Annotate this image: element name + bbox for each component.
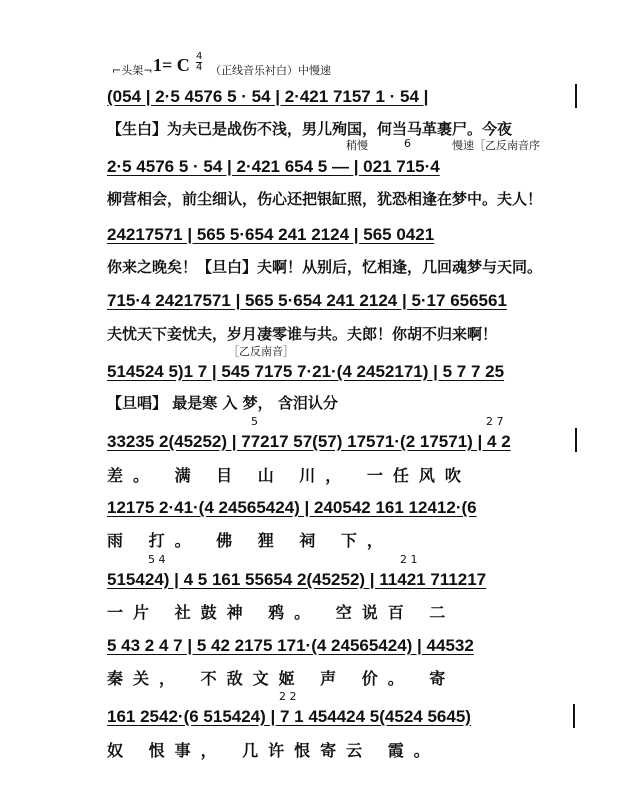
notation-row-1: (054 | 2·5 4576 5 · 54 | 2·421 7157 1 · 54 |	[107, 87, 429, 106]
notation-row-7: 12175 2·41·(4 24565424) | 240542 161 12412·(6	[107, 498, 477, 517]
notation-row-9: 5 43 2 4 7 | 5 42 2175 171·(4 24565424) | 44532	[107, 636, 474, 655]
lyric-row-7: 雨 打。 佛 狸 祠 下，	[107, 531, 393, 550]
time-denominator: 4	[196, 62, 203, 73]
grace-note-mark: 6	[404, 137, 411, 150]
barline-end-10	[573, 704, 575, 728]
lyric-row-3: 你来之晚矣！【旦白】夫啊！从别后，忆相逢，几回魂梦与天同。	[107, 258, 543, 276]
lyric-row-1: 【生白】为夫已是战伤不浅，男儿殉国，何当马革裹尸。今夜	[107, 120, 513, 138]
grace-note-mark-5: 2 1	[400, 553, 418, 566]
lyric-row-4: 夫忧天下妾忧夫，岁月凄零谁与共。夫郎！你胡不归来啊！	[107, 325, 498, 343]
grace-note-mark-2: 5	[251, 415, 258, 428]
notation-row-5: 514524 5)1 7 | 545 7175 7·21·(4 2452171) | 5 7 7 25	[107, 362, 505, 381]
tempo-mark-slow: 慢速［乙反南音序	[452, 139, 540, 152]
lyric-row-10: 奴 恨事， 几许恨寄云 霞。	[107, 741, 440, 760]
time-signature	[196, 52, 202, 73]
notation-row-4: 715·4 24217571 | 565 5·654 241 2124 | 5·17 656561	[107, 291, 507, 310]
grace-note-mark-6: 2 2	[279, 690, 297, 703]
notation-row-3: 24217571 | 565 5·654 241 2124 | 565 0421	[107, 225, 435, 244]
tempo-note: （正线音乐衬白）中慢速	[210, 64, 331, 77]
time-numerator: 4	[196, 51, 203, 62]
notation-row-10: 161 2542·(6 515424) | 7 1 454424 5(4524 5645)	[107, 707, 471, 726]
key-signature: 1= C	[153, 55, 190, 75]
notation-row-6: 33235 2(45252) | 77217 57(57) 17571·(2 17571) | 4 2	[107, 432, 511, 451]
tempo-mark-slightly-slow: 稍慢	[346, 139, 368, 152]
lyric-row-2: 柳营相会，前尘细认，伤心还把银缸照，犹恐相逢在梦中。夫人！	[107, 190, 543, 208]
lyric-row-6: 差。 满 目 山 川， 一任风吹	[107, 466, 471, 485]
barline-end-1	[575, 84, 577, 108]
grace-note-mark-3: 2 7	[486, 415, 504, 428]
header-prefix: ⌐头架¬	[112, 64, 153, 77]
lyric-row-9: 秦关， 不敌文姬 声 价。 寄	[107, 669, 456, 688]
notation-row-8: 515424) | 4 5 161 55654 2(45252) | 11421 711217	[107, 570, 487, 589]
lyric-row-5: 【旦唱】 最是寒 入 梦， 含泪认分	[107, 394, 338, 412]
notation-row-2: 2·5 4576 5 · 54 | 2·421 654 5 — | 021 715·4	[107, 157, 440, 176]
lyric-row-8: 一片 社鼓神 鸦。 空说百 二	[107, 603, 456, 622]
grace-note-mark-4: 5 4	[148, 553, 166, 566]
section-mark-nanyin: ［乙反南音］	[228, 345, 294, 358]
barline-end-6	[575, 428, 577, 452]
